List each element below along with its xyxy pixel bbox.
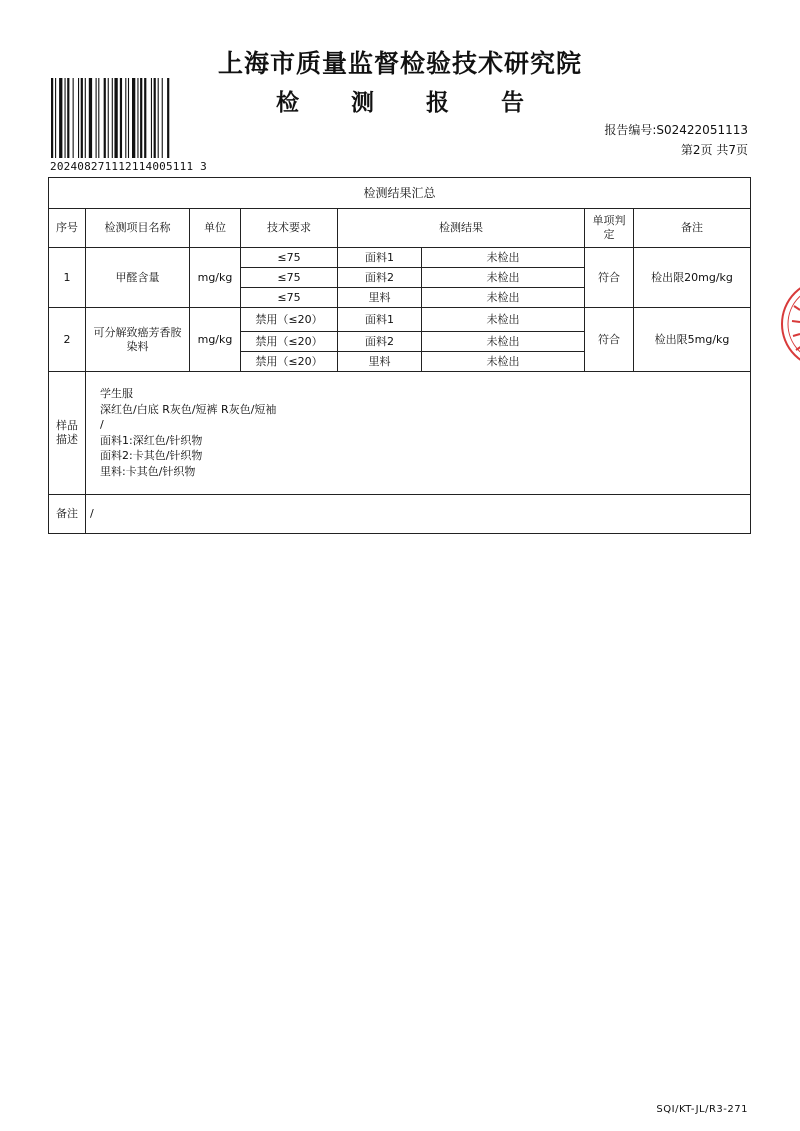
col-header-remark: 备注 — [634, 209, 751, 248]
sample-desc-line: 面料2:卡其色/针织物 — [100, 449, 203, 462]
col-header-judgement: 单项判定 — [585, 209, 634, 248]
item-remark: 检出限20mg/kg — [634, 248, 751, 308]
page-indicator: 第2页 共7页 — [680, 143, 748, 157]
part-cell: 面料2 — [338, 268, 422, 288]
item-name: 甲醛含量 — [86, 248, 190, 308]
sample-desc-line: 面料1:深红色/针织物 — [100, 433, 203, 447]
item-no: 2 — [49, 308, 86, 372]
barcode-number: 202408271112114005111 3 — [50, 160, 207, 173]
report-title: 检 测 报 告 — [275, 90, 547, 116]
part-cell: 面料1 — [338, 308, 422, 332]
col-header-result: 检测结果 — [338, 209, 585, 248]
item-name: 可分解致癌芳香胺染料 — [86, 308, 190, 372]
result-cell: 未检出 — [422, 248, 585, 268]
sample-desc-line: 里料:卡其色/针织物 — [100, 464, 196, 478]
result-cell: 未检出 — [422, 352, 585, 372]
col-header-requirement: 技术要求 — [241, 209, 338, 248]
item-judgement: 符合 — [585, 308, 634, 372]
part-cell: 面料1 — [338, 248, 422, 268]
seal-stamp-icon — [776, 266, 800, 386]
col-header-no: 序号 — [49, 209, 86, 248]
form-code: SQI/KT-JL/R3-271 — [656, 1104, 748, 1115]
requirement-cell: 禁用（≤20） — [241, 352, 338, 372]
sample-desc-line: 学生服 — [100, 387, 133, 400]
requirement-cell: 禁用（≤20） — [241, 308, 338, 332]
barcode-icon — [51, 78, 201, 158]
part-cell: 里料 — [338, 288, 422, 308]
item-judgement: 符合 — [585, 248, 634, 308]
requirement-cell: 禁用（≤20） — [241, 332, 338, 352]
item-unit: mg/kg — [190, 308, 241, 372]
result-cell: 未检出 — [422, 332, 585, 352]
item-remark: 检出限5mg/kg — [634, 308, 751, 372]
sample-desc-label: 样品描述 — [49, 372, 86, 495]
sample-desc-content — [86, 372, 751, 495]
result-cell: 未检出 — [422, 268, 585, 288]
note-label: 备注 — [49, 495, 86, 534]
institute-title: 上海市质量监督检验技术研究院 — [217, 49, 582, 78]
sample-desc-line: 深红色/白底 R灰色/短裤 R灰色/短袖 — [100, 402, 277, 416]
report-number: 报告编号:S02422051113 — [604, 123, 748, 137]
item-unit: mg/kg — [190, 248, 241, 308]
col-header-unit: 单位 — [190, 209, 241, 248]
note-value: / — [86, 495, 751, 534]
summary-title: 检测结果汇总 — [49, 178, 751, 209]
results-summary-table — [48, 177, 751, 534]
item-no: 1 — [49, 248, 86, 308]
part-cell: 里料 — [338, 352, 422, 372]
requirement-cell: ≤75 — [241, 288, 338, 308]
requirement-cell: ≤75 — [241, 248, 338, 268]
part-cell: 面料2 — [338, 332, 422, 352]
requirement-cell: ≤75 — [241, 268, 338, 288]
col-header-item: 检测项目名称 — [86, 209, 190, 248]
result-cell: 未检出 — [422, 288, 585, 308]
sample-desc-line: / — [100, 418, 104, 431]
result-cell: 未检出 — [422, 308, 585, 332]
